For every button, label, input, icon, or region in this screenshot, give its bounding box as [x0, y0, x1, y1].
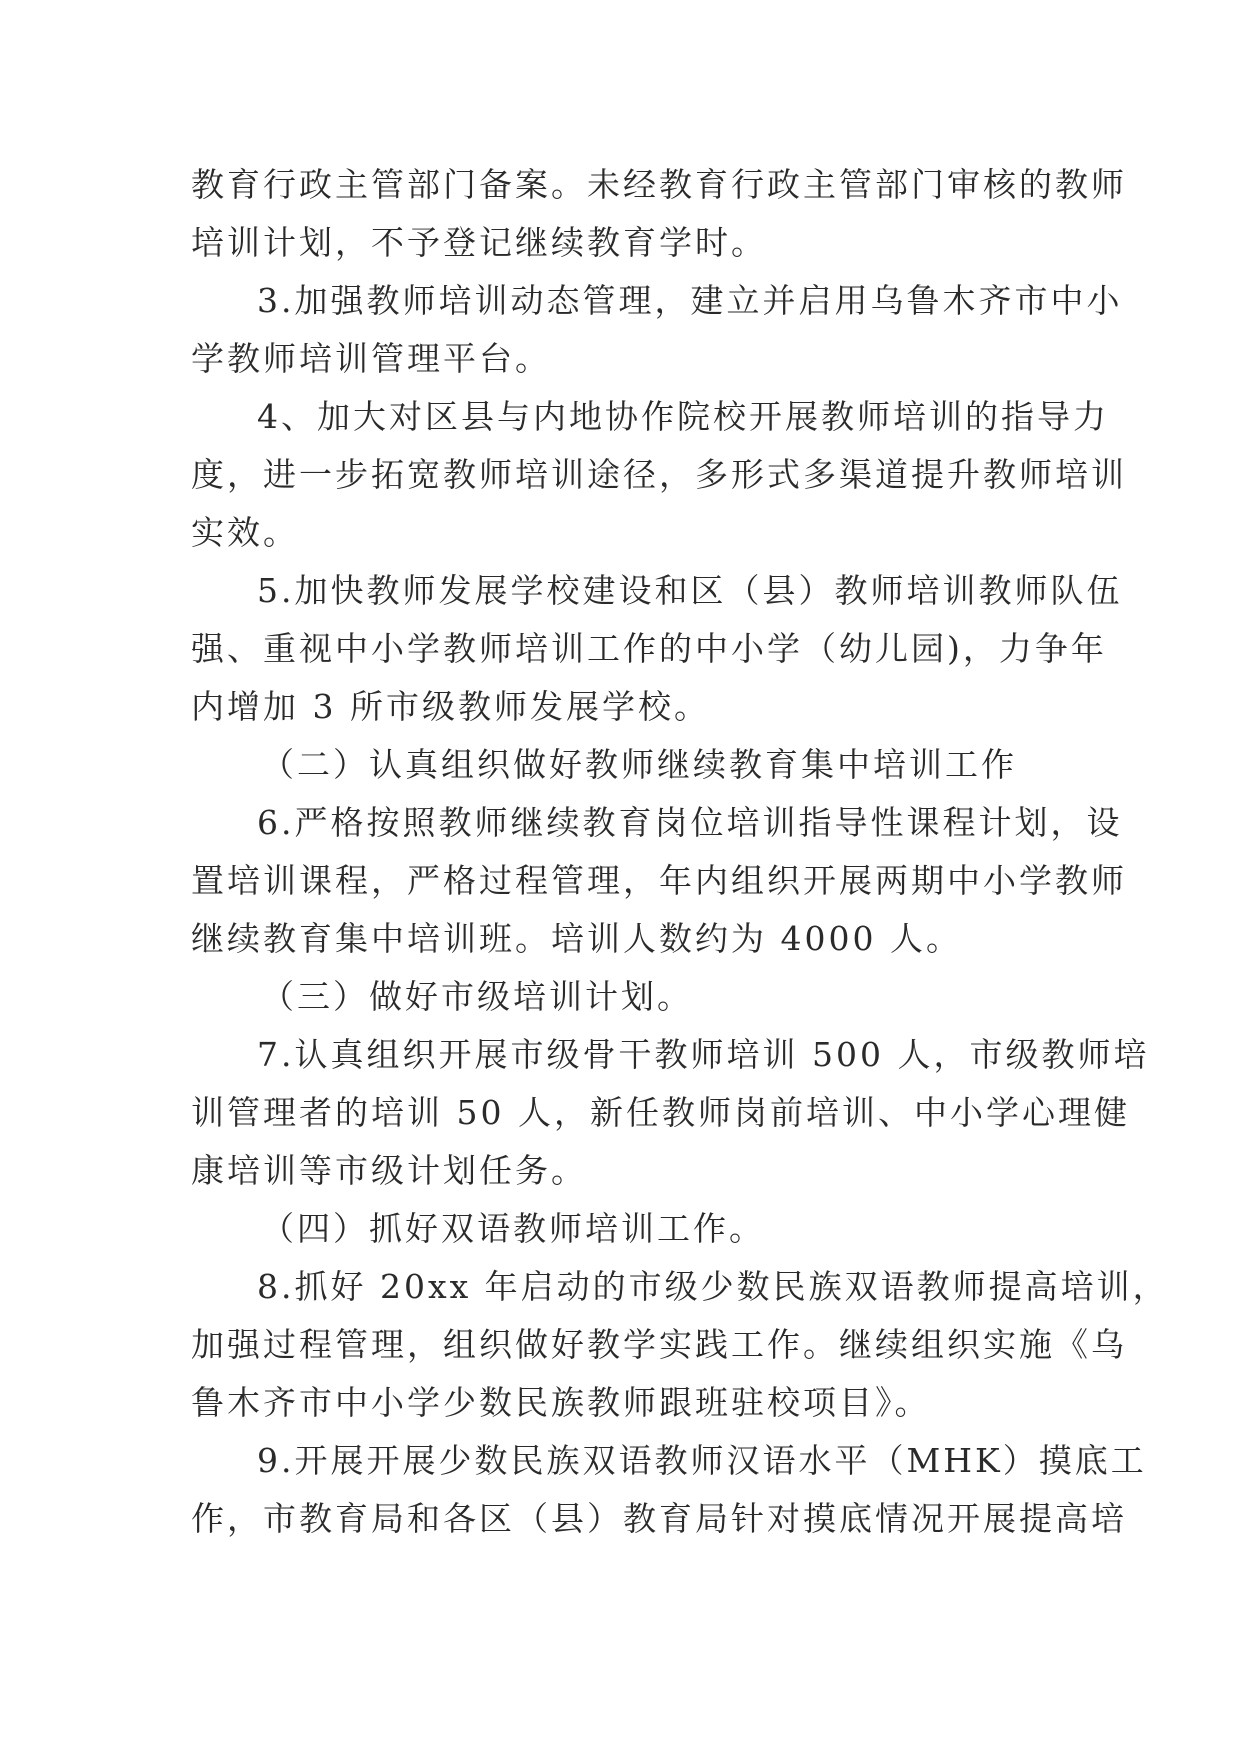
paragraph-line: 4、加大对区县与内地协作院校开展教师培训的指导力: [257, 397, 1109, 436]
paragraph-line: 实效。: [191, 513, 299, 552]
paragraph-line: 3.加强教师培训动态管理，建立并启用乌鲁木齐市中小: [257, 281, 1123, 320]
section-heading: （三）做好市级培训计划。: [261, 977, 693, 1016]
paragraph-line: 置培训课程，严格过程管理，年内组织开展两期中小学教师: [191, 861, 1127, 900]
paragraph-line: 6.严格按照教师继续教育岗位培训指导性课程计划，设: [257, 803, 1123, 842]
paragraph-line: 5.加快教师发展学校建设和区（县）教师培训教师队伍: [257, 571, 1123, 610]
paragraph-line: 教育行政主管部门备案。未经教育行政主管部门审核的教师: [191, 165, 1127, 204]
paragraph-line: 学教师培训管理平台。: [191, 339, 551, 378]
paragraph-line: 9.开展开展少数民族双语教师汉语水平（MHK）摸底工: [257, 1441, 1147, 1480]
paragraph-line: 7.认真组织开展市级骨干教师培训 500 人，市级教师培: [257, 1035, 1150, 1074]
paragraph-line: 作，市教育局和各区（县）教育局针对摸底情况开展提高培: [191, 1499, 1127, 1538]
paragraph-line: 度，进一步拓宽教师培训途径，多形式多渠道提升教师培训: [191, 455, 1127, 494]
section-heading: （二）认真组织做好教师继续教育集中培训工作: [261, 745, 1017, 784]
paragraph-line: 培训计划，不予登记继续教育学时。: [191, 223, 767, 262]
paragraph-line: 训管理者的培训 50 人，新任教师岗前培训、中小学心理健: [191, 1093, 1130, 1132]
paragraph-line: 鲁木齐市中小学少数民族教师跟班驻校项目》。: [191, 1383, 931, 1422]
paragraph-line: 继续教育集中培训班。培训人数约为 4000 人。: [191, 919, 962, 958]
paragraph-line: 内增加 3 所市级教师发展学校。: [191, 687, 710, 726]
paragraph-line: 加强过程管理，组织做好教学实践工作。继续组织实施《乌: [191, 1325, 1127, 1364]
document-page: [191, 156, 1169, 1548]
paragraph-line: 康培训等市级计划任务。: [191, 1151, 587, 1190]
section-heading: （四）抓好双语教师培训工作。: [261, 1209, 765, 1248]
paragraph-line: 8.抓好 20xx 年启动的市级少数民族双语教师提高培训，: [257, 1267, 1169, 1306]
paragraph-line: 强、重视中小学教师培训工作的中小学（幼儿园)，力争年: [191, 629, 1107, 668]
